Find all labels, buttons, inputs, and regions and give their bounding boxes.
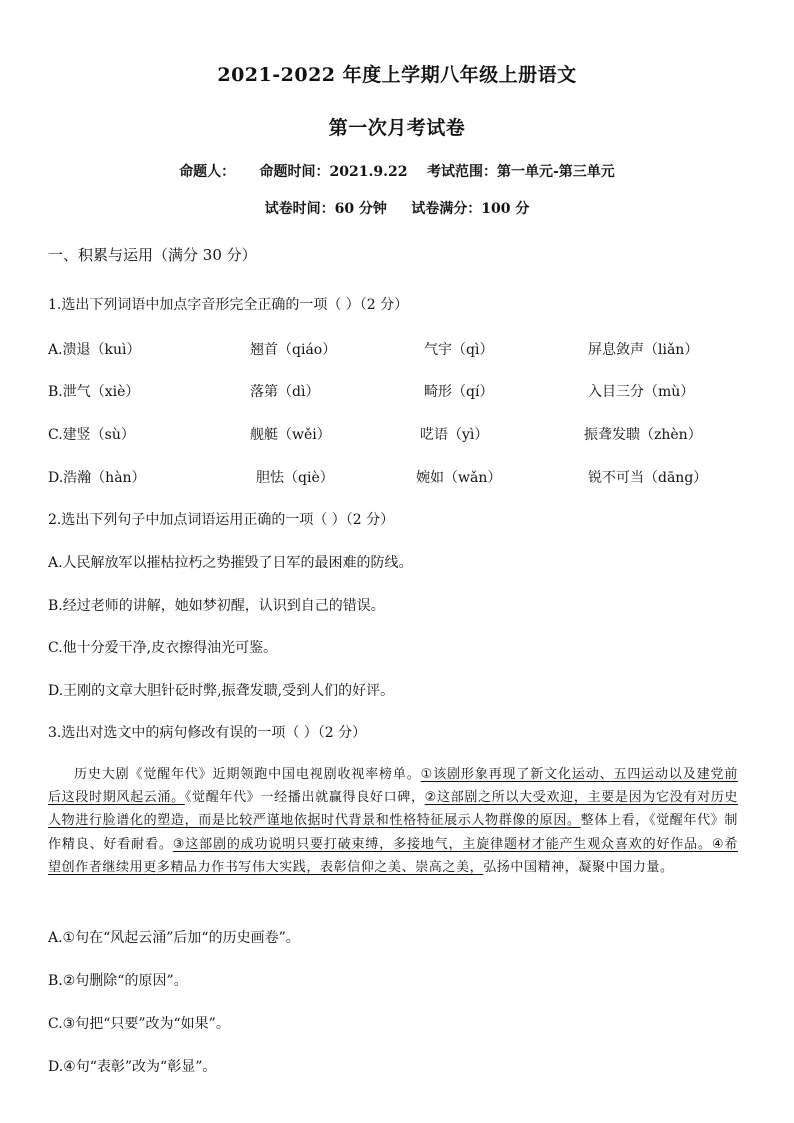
exam-title-line2: 第一次月考试卷 bbox=[328, 117, 466, 139]
q1-option-d-3: 婉如（wǎn） bbox=[416, 470, 502, 486]
q2-option-a: A.人民解放军以摧枯拉朽之势摧毁了日军的最困难的防线。 bbox=[48, 555, 413, 571]
q3-option-d: D.④句“表彰”改为“彰显”。 bbox=[48, 1059, 217, 1075]
q3-option-c: C.③句把“只要”改为“如果”。 bbox=[48, 1016, 230, 1032]
q1-option-b-2: 落第（dì） bbox=[250, 384, 320, 400]
exam-title-line1: 2021-2022 年度上学期八年级上册语文 bbox=[217, 64, 577, 86]
q1-option-d-1: D.浩瀚（hàn） bbox=[48, 470, 146, 486]
passage-plain-2: 整体上看，《觉醒年代》制作精良、好看耐看。 bbox=[48, 813, 738, 852]
question-3-stem: 3.选出对选文中的病句修改有误的一项（ ）（2 分） bbox=[48, 725, 367, 741]
q1-option-a-2: 翘首（qiáo） bbox=[250, 342, 337, 358]
passage-plain-0: 历史大剧《觉醒年代》近期领跑中国电视剧收视率榜单。 bbox=[74, 767, 421, 782]
passage-plain-3: 弘扬中国精神，凝聚中国力量。 bbox=[483, 859, 674, 875]
q1-option-a-1: A.溃退（kuì） bbox=[48, 342, 141, 358]
q1-option-c-4: 振聋发聩（zhèn） bbox=[584, 427, 702, 443]
q1-option-b-4: 入目三分（mù） bbox=[588, 384, 695, 400]
passage-plain-1: 《觉醒年代》一经播出就赢得良好口碑， bbox=[184, 790, 425, 806]
passage-sentence-2: ②这部剧之所以大受欢迎，主要是因为它没有对历史人物进行脸谱化的塑造，而是比较严谨地依据时代背景和性格特征展示人物群像的原因。 bbox=[48, 790, 738, 829]
question-2-stem: 2.选出下列句子中加点词语运用正确的一项（ ）（2 分） bbox=[48, 512, 395, 528]
q1-option-c-2: 舰艇（wěi） bbox=[250, 427, 331, 443]
q1-option-a-3: 气宇（qì） bbox=[424, 342, 494, 358]
q1-option-c-1: C.建竖（sù） bbox=[48, 427, 135, 443]
q1-option-b-3: 畸形（qí） bbox=[424, 384, 494, 400]
q3-passage bbox=[48, 763, 738, 879]
passage-sentence-4: ④希望创作者继续用更多精品力作书写伟大实践，表彰信仰之美、崇高之美， bbox=[48, 836, 738, 875]
section-heading: 一、积累与运用（满分 30 分） bbox=[48, 246, 257, 264]
q2-option-c: C.他十分爱干净,皮衣擦得油光可鉴。 bbox=[48, 640, 278, 656]
q1-option-b-1: B.泄气（xiè） bbox=[48, 384, 140, 400]
passage-sentence-1: ①该剧形象再现了新文化运动、五四运动以及建党前后这段时期风起云涌。 bbox=[48, 767, 738, 806]
q2-option-d: D.王刚的文章大胆针砭时弊,振聋发聩,受到人们的好评。 bbox=[48, 683, 395, 699]
question-1-stem: 1.选出下列词语中加点字音形完全正确的一项（ ）（2 分） bbox=[48, 297, 409, 313]
q1-option-a-4: 屏息敛声（liǎn） bbox=[588, 342, 699, 358]
exam-meta-line1 bbox=[0, 161, 794, 181]
q1-option-c-3: 呓语（yì） bbox=[420, 427, 489, 443]
exam-meta-text2: 试卷时间：60 分钟 试卷满分：100 分 bbox=[264, 201, 530, 217]
passage-sentence-3: ③这部剧的成功说明只要打破束缚，多接地气，主旋律题材才能产生观众喜欢的好作品。 bbox=[172, 836, 712, 852]
q1-option-d-4: 锐不可当（dāng） bbox=[588, 470, 708, 486]
exam-meta-line2 bbox=[0, 198, 794, 218]
q3-option-a: A.①句在“风起云涌”后加“的历史画卷”。 bbox=[48, 930, 300, 946]
q3-option-b: B.②句删除“的原因”。 bbox=[48, 973, 188, 989]
exam-meta-text1: 命题人： 命题时间：2021.9.22 考试范围：第一单元-第三单元 bbox=[179, 164, 615, 180]
q1-option-d-2: 胆怯（qiè） bbox=[256, 470, 334, 486]
q2-option-b: B.经过老师的讲解，她如梦初醒，认识到自己的错误。 bbox=[48, 598, 385, 614]
